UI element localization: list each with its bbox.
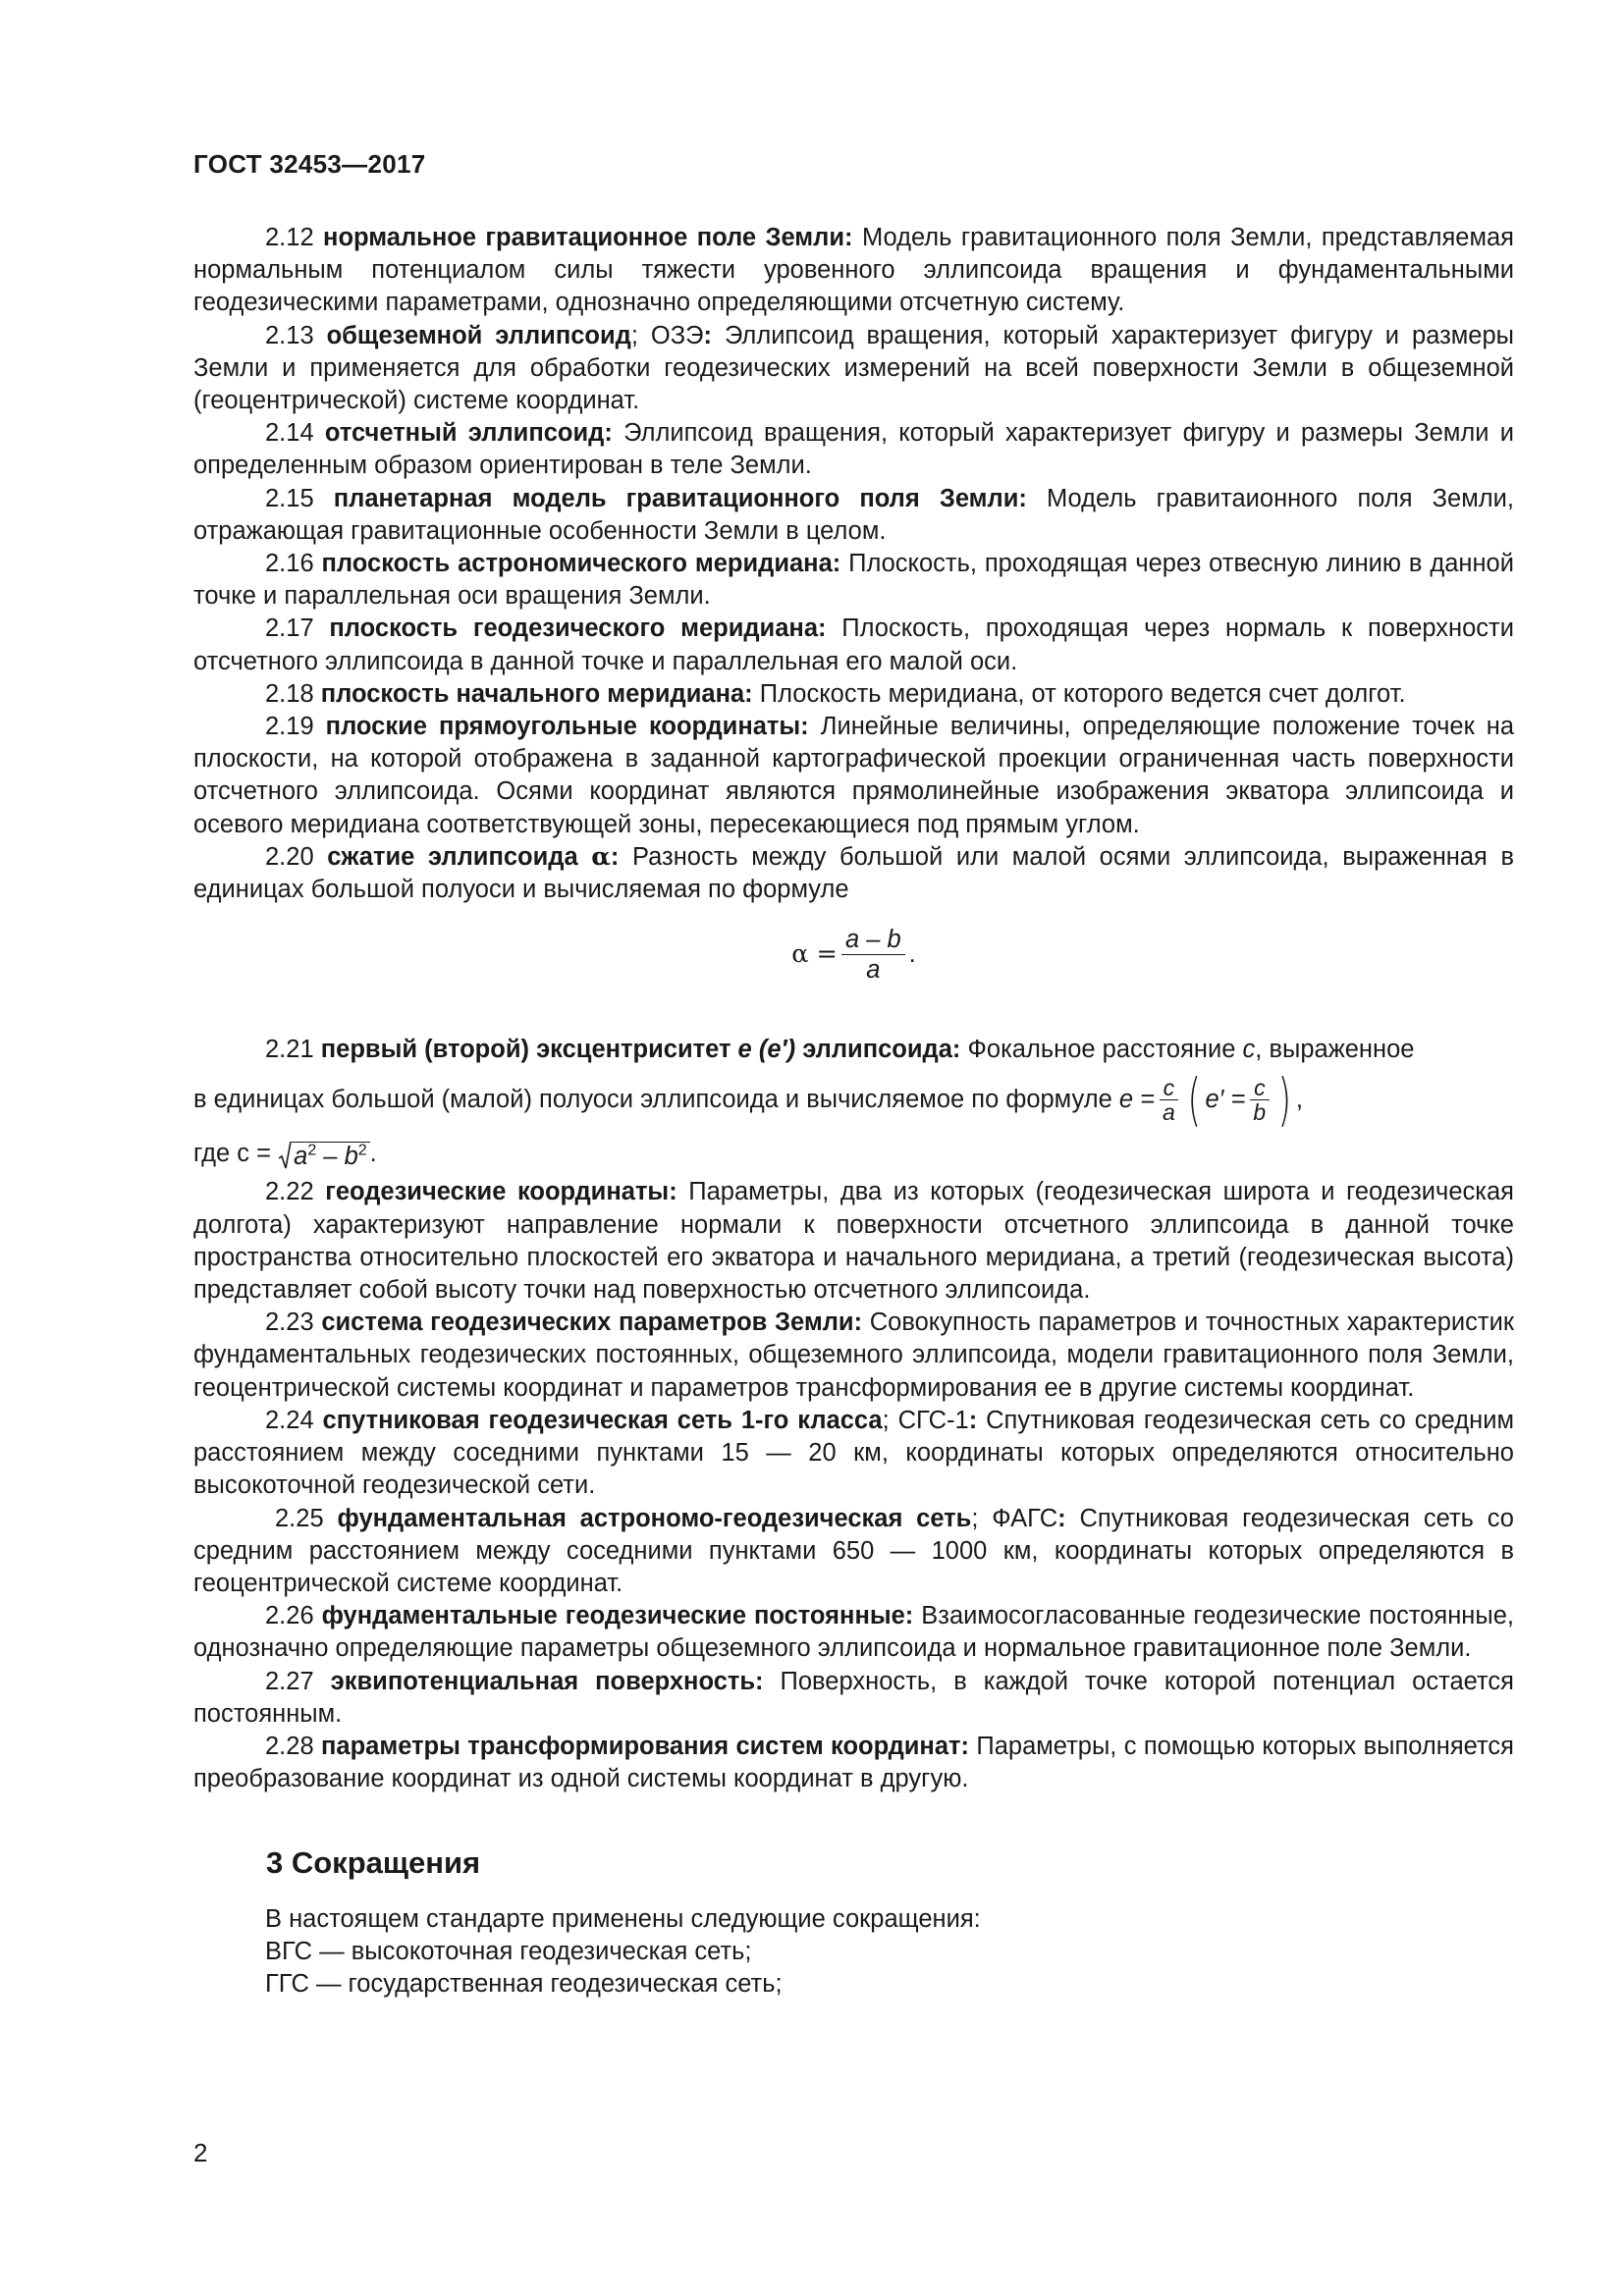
document-header-code: ГОСТ 32453—2017 (193, 149, 426, 179)
term-2-23 (193, 1307, 1514, 1405)
term-2-18 (193, 678, 1514, 711)
term-2-17 (193, 613, 1514, 677)
radicand-b: b (344, 1143, 358, 1171)
term-name: геодезические координаты: (325, 1178, 677, 1206)
term-name: общеземной эллипсоид (326, 321, 631, 349)
term-2-13 (193, 320, 1514, 418)
term-number: 2.12 (265, 224, 314, 251)
term-name: нормальное гравитационное поле Земли: (323, 224, 853, 251)
term-2-25 (193, 1503, 1514, 1601)
term-number: 2.13 (265, 321, 314, 349)
term-2-16 (193, 548, 1514, 613)
term-definition: Модель гравитационного поля Земли, представляемая нормальным потенциалом силы тяжести уровенного эллипсоида вращения и фундаментальными геодезическими параметрами, однозначно определяющими отсчетную систему. (193, 224, 1514, 317)
term-definition: Спутниковая геодезическая сеть со средним расстоянием между соседними пунктами 650 — 1000 км, координаты которых определяются в геоцентрической системе координат. (193, 1504, 1514, 1597)
symbol-c: c (1242, 1036, 1256, 1064)
formula-end: . (369, 1140, 377, 1168)
formula-end: , (1295, 1085, 1303, 1113)
fraction-numerator: a – b (841, 925, 905, 955)
formula-end: . (908, 939, 916, 968)
term-definition: Модель гравитаионного поля Земли, отражающая гравитационные особенности Земли в целом. (193, 484, 1514, 545)
term-definition: Плоскость меридиана, от которого ведется счет долгот. (759, 679, 1406, 708)
document-body (193, 222, 1514, 2001)
formula-c-lhs: где c = (193, 1140, 272, 1168)
radicand-a: a (294, 1143, 308, 1171)
fraction-denominator: a (866, 955, 881, 984)
fraction-denominator: a (1163, 1098, 1175, 1125)
term-colon: : (703, 321, 712, 349)
term-number: 2.17 (265, 614, 314, 643)
term-name: плоскость астрономического меридиана: (321, 550, 841, 578)
formula-e-lhs: e = (1118, 1085, 1156, 1113)
alpha-symbol: α (591, 841, 611, 872)
term-definition: Поверхность, в каждой точке которой потенциал остается постоянным. (193, 1667, 1514, 1728)
formula-e-prime-lhs: e′ = (1205, 1085, 1246, 1113)
fraction (841, 925, 905, 985)
fraction-numerator: c (1250, 1076, 1270, 1100)
term-number: 2.19 (265, 713, 314, 741)
term-name: отсчетный эллипсоид: (324, 419, 613, 448)
term-number: 2.28 (265, 1732, 314, 1760)
term-number: 2.16 (265, 550, 314, 578)
right-parenthesis: ) (1277, 1066, 1292, 1134)
term-definition: Параметры, два из которых (геодезическая широта и геодезическая долгота) характеризуют направление нормали к поверхности отсчетного эллипсоида в данной точке пространства относительно плоскостей его экватора и начального меридиана, а третий (геодезическая высота) представляет собой высоту точки над поверхностью отсчетного эллипсоида. (193, 1178, 1514, 1305)
term-definition: Разность между большой или малой осями эллипсоида, выраженная в единицах большой полуоси и вычисляемая по формуле (193, 842, 1514, 904)
term-colon: : (610, 842, 620, 871)
radical-sign-icon (278, 1141, 292, 1170)
term-definition: Эллипсоид вращения, который характеризует фигуру и размеры Земли и определенным образом ориентирован в теле Земли. (193, 419, 1515, 480)
term-2-24 (193, 1405, 1514, 1503)
term-name: фундаментальная астрономо-геодезическая сеть (337, 1504, 972, 1532)
page-number: 2 (193, 2138, 208, 2167)
term-name: плоскость геодезического меридиана: (329, 614, 827, 643)
formula-eccentricity-line (193, 1066, 1514, 1133)
term-abbreviation: ; ФАГС (971, 1504, 1058, 1532)
section-3-heading: 3 Сокращения (266, 1845, 481, 1881)
term-2-12 (193, 222, 1514, 320)
term-name: первый (второй) эксцентриситет (320, 1036, 731, 1064)
fraction-numerator: c (1160, 1076, 1179, 1100)
section-3-intro: В настоящем стандарте применены следующие сокращения: (265, 1904, 981, 1933)
formula-c-line (193, 1133, 1514, 1170)
term-name: сжатие эллипсоида (327, 842, 578, 871)
term-definition: Фокальное расстояние (967, 1036, 1236, 1064)
abbreviation-item: ГГС — государственная геодезическая сеть; (265, 1969, 783, 1998)
abbreviation-item: ВГС — высокоточная геодезическая сеть; (265, 1937, 752, 1965)
exponent: 2 (357, 1142, 367, 1159)
term-name: фундаментальные геодезические постоянные: (321, 1602, 914, 1630)
term-2-26 (193, 1600, 1514, 1665)
term-name: система геодезических параметров Земли: (321, 1308, 863, 1337)
symbol-e: e (737, 1036, 752, 1064)
fraction-c-over-a (1159, 1076, 1179, 1124)
term-2-27 (193, 1666, 1514, 1731)
minus-sign: – (316, 1143, 345, 1171)
term-2-15 (193, 483, 1514, 548)
term-number: 2.21 (265, 1036, 314, 1064)
term-number: 2.20 (265, 842, 314, 871)
term-definition-tail: , выраженное (1255, 1036, 1415, 1064)
term-name: параметры трансформирования систем координат: (321, 1732, 969, 1760)
term-number: 2.25 (275, 1504, 324, 1532)
term-number: 2.18 (265, 679, 314, 708)
term-abbreviation: ; ОЗЭ (630, 321, 704, 349)
term-definition: Взаимосогласованные геодезические постоянные, однозначно определяющие параметры общеземного эллипсоида и нормальное гравитационное поле Земли. (193, 1602, 1514, 1663)
term-definition: Спутниковая геодезическая сеть со средним расстоянием между соседними пунктами 15 — 20 км, координаты которых определяются относительно высокоточной геодезической сети. (193, 1406, 1514, 1500)
term-2-14 (193, 417, 1514, 482)
term-2-20 (193, 841, 1514, 906)
term-name: плоскость начального меридиана: (320, 679, 753, 708)
term-2-19 (193, 711, 1514, 841)
term-2-22 (193, 1176, 1514, 1307)
fraction-denominator: b (1253, 1098, 1267, 1125)
term-number: 2.14 (265, 419, 314, 448)
term-2-21 (193, 1034, 1514, 1066)
term-number: 2.24 (265, 1406, 314, 1434)
formula-lhs: α = (791, 938, 838, 969)
radicand (292, 1142, 370, 1170)
term-definition: Плоскость, проходящая через нормаль к поверхности отсчетного эллипсоида в данной точке и параллельная его малой оси. (193, 614, 1514, 675)
term-name-tail: эллипсоида: (802, 1036, 961, 1064)
square-root (278, 1141, 370, 1170)
formula-flattening (193, 908, 1514, 1000)
term-number: 2.27 (265, 1667, 314, 1695)
term-number: 2.23 (265, 1308, 314, 1337)
term-colon: : (968, 1406, 978, 1434)
symbol-e-prime: (e′) (758, 1036, 796, 1064)
term-definition: Параметры, с помощью которых выполняется преобразование координат из одной системы координат в другую. (193, 1732, 1514, 1793)
exponent: 2 (307, 1142, 317, 1159)
left-parenthesis: ( (1187, 1066, 1201, 1134)
term-name: спутниковая геодезическая сеть 1-го класса (322, 1406, 883, 1434)
formula-intro-text: в единицах большой (малой) полуоси эллипсоида и вычисляемое по формуле (193, 1085, 1112, 1113)
term-number: 2.15 (265, 484, 314, 512)
term-abbreviation: ; СГС-1 (882, 1406, 969, 1434)
term-colon: : (1057, 1504, 1066, 1532)
term-name: плоские прямоугольные координаты: (325, 713, 809, 741)
term-number: 2.22 (265, 1178, 314, 1206)
term-name: планетарная модель гравитационного поля Земли: (333, 484, 1027, 512)
term-definition: Совокупность параметров и точностных характеристик фундаментальных геодезических постоянных, общеземного эллипсоида, модели гравитационного поля Земли, геоцентрической системы координат и параметров трансформирования ее в другие системы координат. (193, 1308, 1514, 1402)
term-2-28 (193, 1731, 1514, 1795)
term-name: эквипотенциальная поверхность: (330, 1667, 764, 1695)
term-definition: Линейные величины, определяющие положение точек на плоскости, на которой отображена в заданной картографической проекции ограниченная часть поверхности отсчетного эллипсоида. Осями координат являются прямолинейные изображения экватора эллипсоида и осевого меридиана соответствующей зоны, пересекающиеся под прямым углом. (193, 713, 1515, 838)
term-number: 2.26 (265, 1602, 314, 1630)
fraction-c-over-b (1249, 1076, 1270, 1124)
term-definition: Плоскость, проходящая через отвесную линию в данной точке и параллельная оси вращения Земли. (193, 550, 1514, 611)
term-definition: Эллипсоид вращения, который характеризует фигуру и размеры Земли и применяется для обработки геодезических измерений на всей поверхности Земли в общеземной (геоцентрической) системе координат. (193, 321, 1514, 415)
